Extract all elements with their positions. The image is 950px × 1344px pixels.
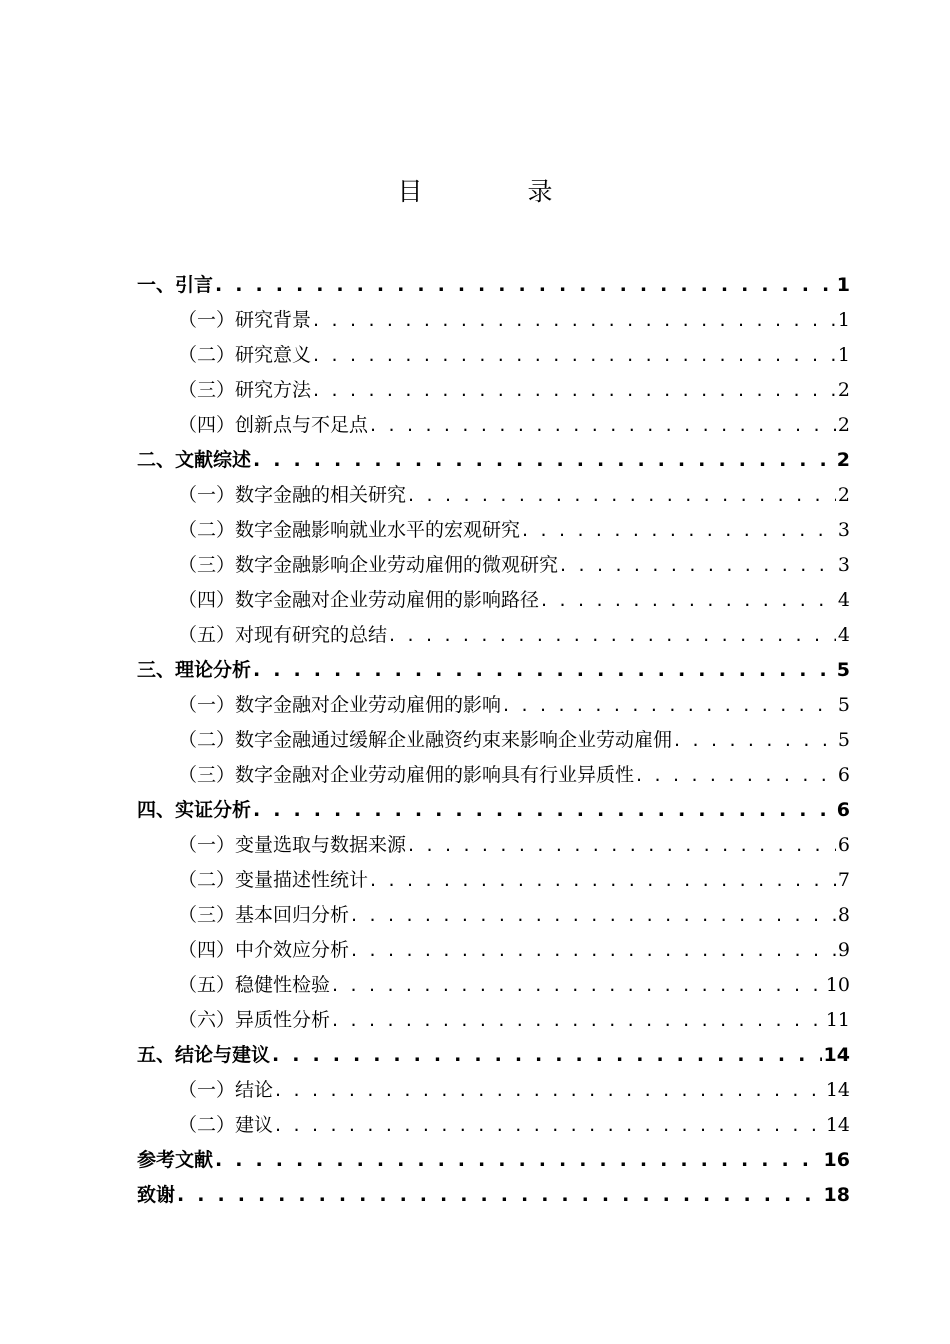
toc-entry-label: （四）中介效应分析 (178, 939, 350, 961)
toc-entry-page-number: 11 (825, 1009, 850, 1031)
dot-leader (522, 513, 836, 548)
toc-section-entry[interactable] (137, 478, 850, 513)
toc-chapter-entry[interactable] (137, 793, 850, 828)
dot-leader (408, 478, 836, 513)
toc-section-entry[interactable] (137, 968, 850, 1003)
toc-section-entry[interactable] (137, 828, 850, 863)
toc-entry-page-number: 2 (837, 414, 850, 436)
dot-leader (503, 688, 836, 723)
toc-section-entry[interactable] (137, 758, 850, 793)
toc-chapter-entry[interactable] (137, 653, 850, 688)
dot-leader (332, 1003, 824, 1038)
toc-section-entry[interactable] (137, 688, 850, 723)
toc-entry-page-number: 5 (836, 659, 850, 681)
toc-entry-page-number: 8 (837, 904, 850, 926)
toc-entry-label: 结论与建议 (175, 1044, 271, 1066)
toc-section-entry[interactable] (137, 303, 850, 338)
dot-leader (351, 933, 836, 968)
toc-entry-page-number: 6 (837, 764, 850, 786)
toc-entry-label: （二）数字金融影响就业水平的宏观研究 (178, 519, 521, 541)
toc-section-entry[interactable] (137, 373, 850, 408)
dot-leader (351, 898, 836, 933)
toc-section-entry[interactable] (137, 548, 850, 583)
toc-section-entry[interactable] (137, 338, 850, 373)
toc-entry-label: （四）创新点与不足点 (178, 414, 369, 436)
dot-leader (253, 443, 835, 478)
dot-leader (332, 968, 824, 1003)
toc-entry-page-number: 6 (837, 834, 850, 856)
toc-entry-page-number: 2 (837, 379, 850, 401)
dot-leader (370, 408, 836, 443)
toc-entry-page-number: 14 (823, 1044, 850, 1066)
dot-leader (674, 723, 836, 758)
toc-entry-page-number: 14 (825, 1114, 850, 1136)
dot-leader (541, 583, 836, 618)
toc-entry-label: （一）数字金融对企业劳动雇佣的影响 (178, 694, 502, 716)
toc-entry-label: （二）变量描述性统计 (178, 869, 369, 891)
dot-leader (177, 1178, 822, 1213)
toc-entry-page-number: 3 (837, 554, 850, 576)
toc-entry-label: （三）研究方法 (178, 379, 312, 401)
toc-entry-page-number: 4 (837, 589, 850, 611)
toc-entry-page-number: 5 (837, 729, 850, 751)
toc-entry-number: 五、 (137, 1044, 176, 1066)
dot-leader (560, 548, 836, 583)
toc-entry-label: （四）数字金融对企业劳动雇佣的影响路径 (178, 589, 540, 611)
toc-entry-label: （一）结论 (178, 1079, 274, 1101)
toc-entry-label: （二）研究意义 (178, 344, 312, 366)
toc-chapter-entry[interactable] (137, 1178, 850, 1213)
dot-leader (272, 1038, 822, 1073)
dot-leader (275, 1073, 824, 1108)
dot-leader (636, 758, 836, 793)
toc-entry-label: （三）数字金融对企业劳动雇佣的影响具有行业异质性 (178, 764, 635, 786)
dot-leader (370, 863, 836, 898)
toc-section-entry[interactable] (137, 863, 850, 898)
toc-entry-page-number: 5 (837, 694, 850, 716)
toc-entry-label: （一）研究背景 (178, 309, 312, 331)
toc-entry-label: （一）变量选取与数据来源 (178, 834, 407, 856)
toc-entry-page-number: 1 (837, 309, 850, 331)
toc-chapter-entry[interactable] (137, 1038, 850, 1073)
toc-section-entry[interactable] (137, 1073, 850, 1108)
toc-chapter-entry[interactable] (137, 268, 850, 303)
toc-section-entry[interactable] (137, 618, 850, 653)
dot-leader (215, 1143, 822, 1178)
toc-entry-label: （三）数字金融影响企业劳动雇佣的微观研究 (178, 554, 559, 576)
toc-entry-page-number: 6 (836, 799, 850, 821)
toc-entry-label: 实证分析 (175, 799, 252, 821)
toc-entry-label: 致谢 (137, 1184, 176, 1206)
toc-entry-number: 四、 (137, 799, 176, 821)
dot-leader (253, 793, 835, 828)
toc-section-entry[interactable] (137, 898, 850, 933)
toc-entry-page-number: 2 (837, 484, 850, 506)
toc-entry-page-number: 18 (823, 1184, 850, 1206)
dot-leader (313, 303, 836, 338)
toc-entry-page-number: 7 (837, 869, 850, 891)
toc-section-entry[interactable] (137, 1108, 850, 1143)
dot-leader (275, 1108, 824, 1143)
toc-chapter-entry[interactable] (137, 1143, 850, 1178)
dot-leader (408, 828, 836, 863)
toc-entry-label: （五）稳健性检验 (178, 974, 331, 996)
toc-section-entry[interactable] (137, 583, 850, 618)
toc-entry-label: （二）数字金融通过缓解企业融资约束来影响企业劳动雇佣 (178, 729, 673, 751)
toc-entry-number: 三、 (137, 659, 176, 681)
toc-entry-page-number: 3 (837, 519, 850, 541)
toc-entry-label: （六）异质性分析 (178, 1009, 331, 1031)
toc-entry-label: （五）对现有研究的总结 (178, 624, 388, 646)
toc-section-entry[interactable] (137, 513, 850, 548)
toc-entry-label: 引言 (175, 274, 214, 296)
toc-entry-label: 文献综述 (175, 449, 252, 471)
toc-entry-number: 一、 (137, 274, 176, 296)
dot-leader (389, 618, 836, 653)
toc-entry-page-number: 10 (825, 974, 850, 996)
toc-entry-label: （一）数字金融的相关研究 (178, 484, 407, 506)
toc-entry-page-number: 1 (836, 274, 850, 296)
page-title: 目 录 (397, 177, 593, 206)
dot-leader (253, 653, 835, 688)
toc-entry-page-number: 14 (825, 1079, 850, 1101)
toc-section-entry[interactable] (137, 408, 850, 443)
toc-entry-page-number: 1 (837, 344, 850, 366)
toc-entry-page-number: 4 (837, 624, 850, 646)
toc-entry-label: 参考文献 (137, 1149, 214, 1171)
dot-leader (313, 338, 836, 373)
toc-section-entry[interactable] (137, 1003, 850, 1038)
toc-entry-label: 理论分析 (175, 659, 252, 681)
toc-entry-page-number: 16 (823, 1149, 850, 1171)
table-of-contents (137, 268, 850, 1213)
toc-entry-page-number: 9 (837, 939, 850, 961)
toc-section-entry[interactable] (137, 933, 850, 968)
dot-leader (313, 373, 836, 408)
dot-leader (215, 268, 835, 303)
toc-entry-label: （三）基本回归分析 (178, 904, 350, 926)
toc-entry-page-number: 2 (836, 449, 850, 471)
toc-entry-number: 二、 (137, 449, 176, 471)
toc-chapter-entry[interactable] (137, 443, 850, 478)
toc-entry-label: （二）建议 (178, 1114, 274, 1136)
toc-section-entry[interactable] (137, 723, 850, 758)
